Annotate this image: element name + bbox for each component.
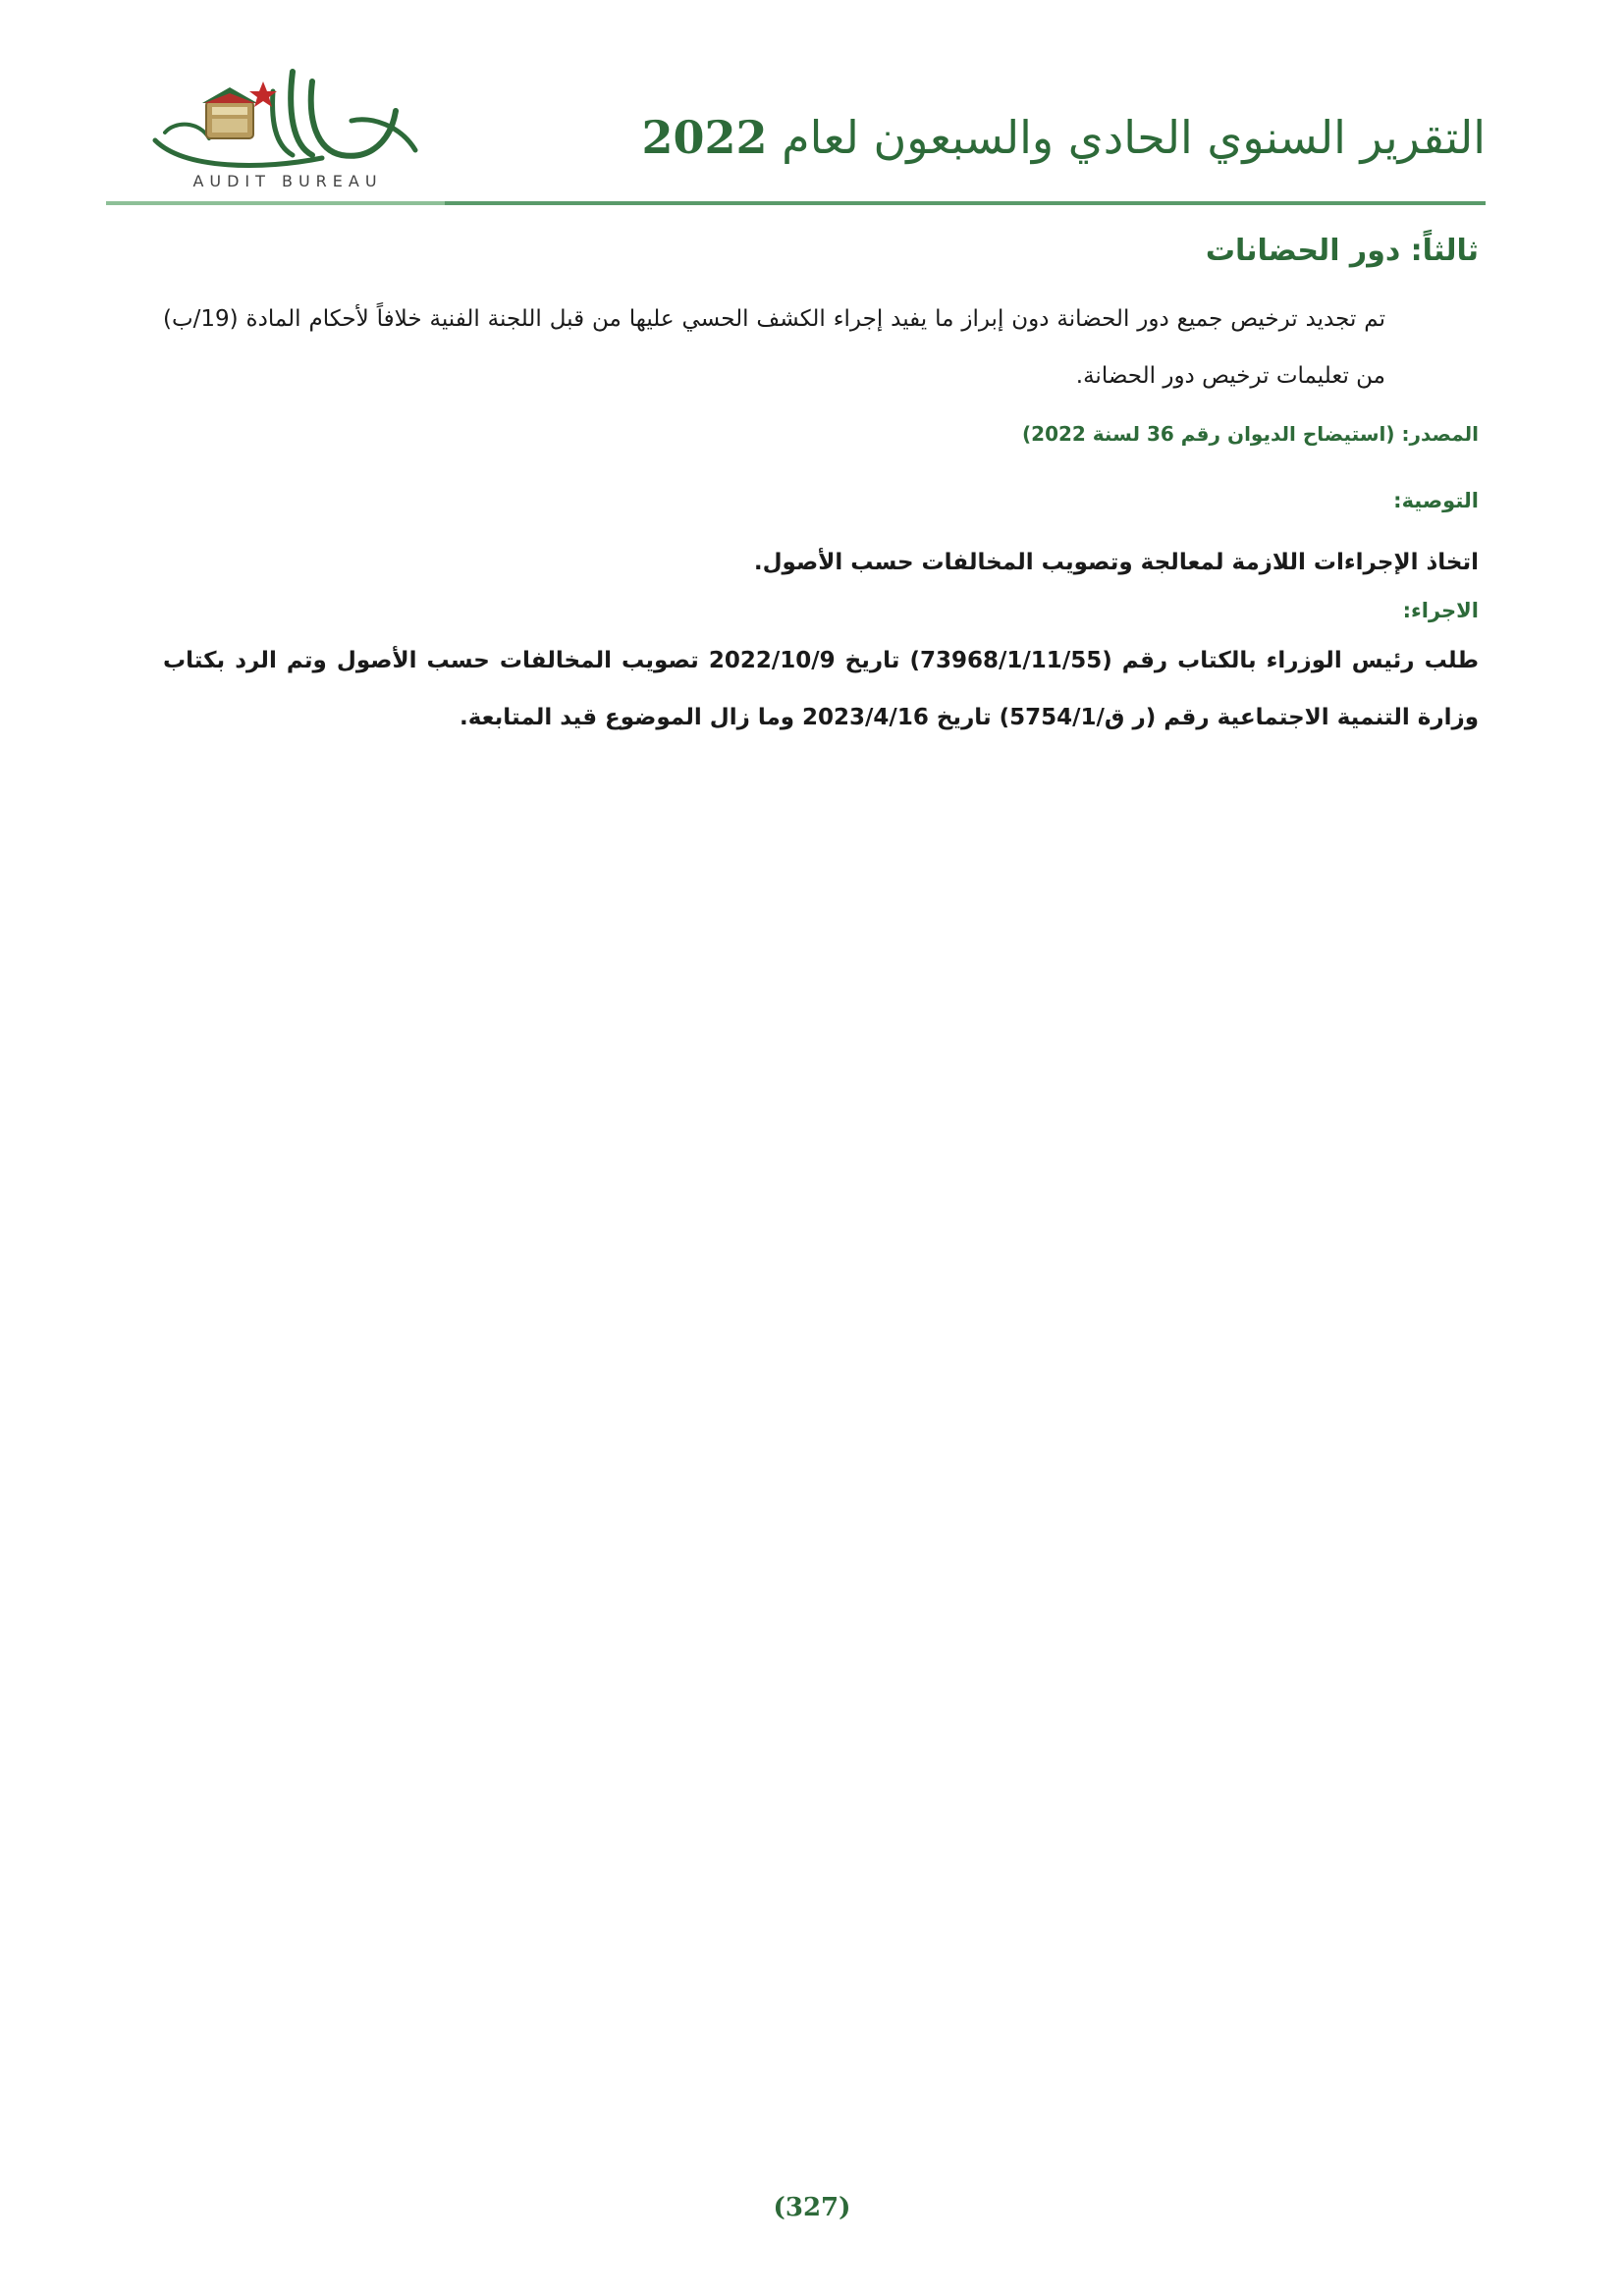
main-content <box>163 224 1479 746</box>
logo-mark-icon <box>145 62 430 187</box>
source-note: المصدر: (استيضاح الديوان رقم 36 لسنة 2022) <box>1022 422 1479 446</box>
section-heading: ثالثاً: دور الحضانات <box>1205 234 1479 268</box>
recommendation-label: التوصية: <box>1393 489 1479 512</box>
report-title-text: التقرير السنوي الحادي والسبعون لعام <box>782 111 1486 164</box>
report-title <box>642 111 1487 164</box>
logo-caption: AUDIT BUREAU <box>192 172 383 190</box>
header-divider-accent <box>106 201 445 205</box>
action-text: طلب رئيس الوزراء بالكتاب رقم (73968/1/11/55) تاريخ 2022/10/9 تصويب المخالفات حسب الأصول وتم الرد بكتاب وزارة التنمية الاجتماعية رقم (ر ق/5754/1) تاريخ 2023/4/16 وما زال الموضوع قيد المتابعة. <box>163 648 1479 730</box>
finding-paragraph: تم تجديد ترخيص جميع دور الحضانة دون إبراز ما يفيد إجراء الكشف الحسي عليها من قبل اللجنة الفنية خلافاً لأحكام المادة (19/ب) من تعليمات ترخيص دور الحضانة. <box>163 306 1385 389</box>
page-header <box>106 54 1486 206</box>
page-number: (327) <box>773 2193 851 2222</box>
recommendation-text: اتخاذ الإجراءات اللازمة لمعالجة وتصويب المخالفات حسب الأصول. <box>753 550 1479 575</box>
report-title-year: 2022 <box>641 111 768 164</box>
audit-bureau-logo <box>145 62 430 190</box>
action-label: الاجراء: <box>1402 599 1479 622</box>
